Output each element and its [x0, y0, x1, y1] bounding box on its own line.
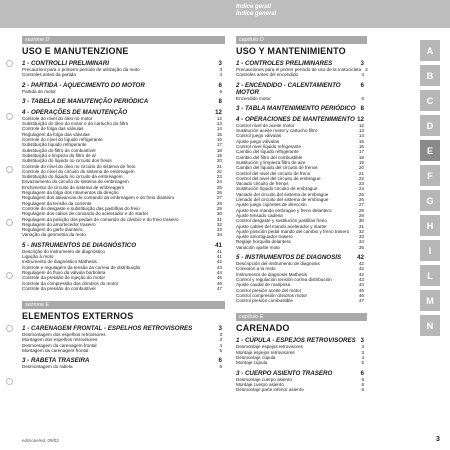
toc-entry-label: Montagem da carenagem frontal	[22, 347, 89, 353]
toc-entry-page: 14	[216, 126, 222, 132]
toc-entry-label: Desmontagem do rabeta	[22, 364, 73, 370]
toc-entry-label: Reglaje horquilla delantera	[236, 239, 291, 245]
chapter-title: 2 - ENCENDIDO - CALENTAMIENTO MOTOR	[236, 81, 341, 96]
section-tab-l[interactable]: L	[420, 265, 440, 286]
section-tab-e[interactable]: E	[420, 140, 440, 161]
toc-entry-label: Substituição do líquido no circuito dos freios	[22, 158, 112, 164]
toc-entry-page: 25	[358, 191, 364, 197]
toc-entry[interactable]	[22, 72, 222, 77]
section-tab-b[interactable]: B	[420, 65, 440, 86]
toc-entry-page: 44	[358, 282, 364, 288]
toc-entry-label: Vaciado del circuito del sistema de embrague	[236, 191, 329, 197]
toc-entry-page: 24	[216, 179, 222, 185]
chapter-title: 3 - TABELA DE MANUTENÇÃO PERIÓDICA	[22, 97, 149, 105]
toc-entry-label: Control juego válvulas	[236, 133, 282, 139]
toc-entry-page: 3	[361, 349, 364, 355]
toc-entry-label: Substituição do líquido no circuito da embreagem	[22, 174, 123, 180]
toc-entry-label: Control del nivel del circuito de freno	[236, 170, 311, 176]
section-tag: capítulo D	[236, 36, 367, 44]
toc-entry-label: Desmontagem da carenagem frontal	[22, 342, 97, 348]
toc-entry-label: Regulagem da posição dos pedais de comando do câmbio e do freio traseiro	[22, 216, 179, 222]
section-title: USO E MANUTENZIONE	[22, 46, 129, 56]
toc-entry-label: Regulagem da tensão da corrente	[22, 200, 92, 206]
toc-entry-page: 33	[216, 227, 222, 233]
toc-entry-label: Substituição do filtro do combustível	[22, 147, 96, 153]
toc-entry-page: 24	[358, 186, 364, 192]
toc-entry-label: Substituição e limpeza do filtro de ar	[22, 152, 97, 158]
toc-entry-label: Partida do motor	[22, 88, 56, 94]
toc-entry-page: 41	[216, 254, 222, 260]
toc-entry-page: 6	[361, 376, 364, 382]
chapter-heading[interactable]	[236, 337, 364, 344]
chapter-heading[interactable]	[22, 242, 222, 249]
toc-entry-page: 14	[358, 133, 364, 139]
toc-entry-page: 43	[216, 264, 222, 270]
toc-entry-page: 42	[216, 259, 222, 265]
toc-entry-label: Enchimento do circuito do sistema de embreagem	[22, 184, 125, 190]
toc-entry-page: 13	[216, 121, 222, 127]
chapter-page: 8	[218, 97, 222, 105]
section-tag: capítulo E	[236, 313, 367, 321]
section-tab-c[interactable]: C	[420, 90, 440, 111]
toc-entry-page: 31	[358, 223, 364, 229]
chapter-title: 4 - OPERACIONES DE MANTENIMIENTO	[236, 115, 355, 123]
right-column	[236, 36, 368, 393]
toc-entry-page: 3	[361, 344, 364, 350]
toc-entry-page: 5	[361, 360, 364, 366]
chapter-heading[interactable]	[236, 105, 364, 112]
chapter-title: 3 - CUERPO ASIENTO TRASERO	[236, 369, 333, 377]
toc-entry-page: 15	[216, 131, 222, 137]
chapter-page: 3	[218, 325, 222, 333]
toc-entry-page: 45	[216, 275, 222, 281]
spacer	[236, 303, 364, 313]
toc-entry-page: 30	[216, 211, 222, 217]
chapter-title: 3 - TABLA MANTENIMIENTO PERIÓDICO	[236, 104, 356, 112]
toc-entry-label: Descrição do instrumento de diagnóstico	[22, 248, 105, 254]
toc-entry-page: 45	[358, 287, 364, 293]
toc-entry-page: 35	[358, 244, 364, 250]
toc-entry-page: 6	[219, 364, 222, 370]
toc-entry-page: 6	[219, 88, 222, 94]
toc-entry-page: 25	[216, 184, 222, 190]
header-bar	[0, 0, 450, 28]
chapter-heading[interactable]	[22, 109, 222, 116]
toc-entry-label: Control y regulación tensión correa distribución	[236, 276, 332, 282]
toc-entry-page: 21	[216, 163, 222, 169]
toc-entry-label: Ajuste leva mando embrague y freno delantero	[236, 207, 332, 213]
toc-entry-page: 43	[358, 276, 364, 282]
toc-entry-label: Ajuste caudal de mariposa	[236, 282, 291, 288]
toc-entry[interactable]	[236, 72, 364, 77]
chapter-page: 3	[218, 60, 222, 67]
toc-entry-page: 34	[358, 239, 364, 245]
section-tab-f[interactable]: F	[420, 165, 440, 186]
toc-entry-label: Desmontaje cúpula	[236, 354, 276, 360]
toc-entry-page: 31	[216, 216, 222, 222]
toc-entry-page: 4	[361, 72, 364, 78]
toc-entry-page: 6	[361, 95, 364, 101]
toc-entry-label: Montagem dos espelhos retrovisores	[22, 337, 98, 343]
toc-entry[interactable]	[22, 232, 222, 237]
chapter-heading[interactable]	[22, 325, 222, 332]
toc-entry-page: 47	[216, 285, 222, 291]
chapter-page: 3	[360, 337, 364, 345]
toc-entry-label: Instrumento de diagnóstico Mathesis	[22, 259, 97, 265]
toc-entry-label: Ajuste tensado cadena	[236, 212, 283, 218]
toc-entry-label: Variación ajuste moto	[236, 244, 280, 250]
toc-entry-label: Controle da pressão do combustível	[22, 285, 96, 291]
toc-entry-page: 27	[358, 202, 364, 208]
toc-entry-page: 21	[358, 170, 364, 176]
toc-entry-label: Regulagem dos cabos de comando do acelerador e do starter	[22, 211, 149, 217]
toc-entry[interactable]	[236, 387, 364, 392]
section-title: CARENADO	[236, 323, 290, 334]
chapter-page: 6	[360, 369, 364, 377]
chapter-title: 4 - OPERAÇÕES DE MANUTENÇÃO	[22, 108, 128, 116]
toc-entry-label: Controle e regulagem da tensão da correia de distribuição	[22, 264, 141, 270]
toc-entry-label: Substituição líquido refrigerante	[22, 142, 87, 148]
chapter-page: 6	[218, 81, 222, 89]
toc-entry-label: Ajuste amortiguador trasero	[236, 234, 293, 240]
section-tab-d[interactable]: D	[420, 115, 440, 136]
binding-holes	[6, 60, 12, 431]
toc-entry-page: 47	[358, 298, 364, 304]
toc-entry[interactable]	[22, 89, 222, 94]
toc-entry-label: Controle da pressão de injeção do motor	[22, 275, 105, 281]
toc-entry-label: Ligação à moto	[22, 254, 54, 260]
section-tab-h[interactable]: H	[420, 215, 440, 236]
toc-entry-page: 4	[219, 72, 222, 78]
chapter-title: 1 - CONTROLES PRELIMINARES	[236, 60, 333, 67]
toc-entry-label: Control presión combustible	[236, 298, 293, 304]
chapter-page: 6	[360, 81, 364, 89]
toc-entry-label: Controle do nível do circuito do sistema de embreagem	[22, 168, 135, 174]
toc-entry-label: Montaje espejos retrovisores	[236, 349, 295, 355]
footer-edition: edizione/ed. 09/03	[22, 438, 59, 443]
chapter-page: 6	[218, 357, 222, 365]
section-tag: sezione E	[22, 301, 225, 309]
toc-entry-page: 20	[358, 165, 364, 171]
toc-entry-label: Ajuste juego cojinetes de dirección	[236, 202, 307, 208]
binding-hole-icon	[6, 166, 13, 173]
toc-entry[interactable]	[236, 360, 364, 365]
chapter-heading[interactable]	[22, 82, 222, 89]
toc-entry-page: 18	[216, 147, 222, 153]
toc-entry-page: 4	[361, 354, 364, 360]
toc-entry-label: Control desgaste y sustitución pastillas freno	[236, 218, 327, 224]
toc-entry-label: Llenado del circuito del sistema de embrague	[236, 197, 329, 203]
toc-entry-label: Controles antes del encendido	[236, 72, 299, 78]
toc-entry-label: Ajuste cables del mando acelerador y starter	[236, 223, 327, 229]
page-number: 3	[436, 436, 440, 443]
toc-entry-page: 6	[361, 387, 364, 393]
chapter-page: 12	[357, 115, 364, 123]
toc-entry-page: 4	[219, 342, 222, 348]
toc-entry-label: Encendido motor	[236, 95, 271, 101]
toc-entry-label: Control nivel líquido refrigerante	[236, 144, 302, 150]
header-title-es: Índice general	[236, 11, 277, 17]
toc-entry-page: 15	[358, 138, 364, 144]
chapter-title: 1 - CONTROLLI PRELIMINARI	[22, 60, 109, 67]
toc-entry-page: 33	[358, 234, 364, 240]
toc-entry-label: Montaje cuerpo asiento	[236, 381, 284, 387]
toc-entry-page: 32	[216, 221, 222, 227]
toc-entry-label: Regulagem da folga das válvulas	[22, 131, 90, 137]
toc-entry-page: 28	[358, 207, 364, 213]
toc-entry-label: Regulagem do amortecedor traseiro	[22, 221, 96, 227]
chapter-page: 41	[215, 241, 222, 249]
toc-entry-page: 12	[358, 122, 364, 128]
toc-entry-label: Esvaziamento do circuito do sistema de embreagem	[22, 179, 129, 185]
toc-entry-page: 42	[358, 261, 364, 267]
chapter-title: 3 - RABETA TRASEIRA	[22, 357, 90, 365]
toc-entry-page: 23	[358, 181, 364, 187]
toc-entry-page: 19	[358, 159, 364, 165]
toc-entry-label: Controle da compressão dos cilindros do motor	[22, 280, 119, 286]
toc-entry-page: 46	[358, 292, 364, 298]
chapter-heading[interactable]	[22, 357, 222, 364]
chapter-title: 1 - CÚPULA - ESPEJOS RETROVISORES	[236, 337, 356, 345]
toc-entry-label: Regulagem do garfo dianteiro	[22, 227, 83, 233]
toc-entry-label: Sustitución líquido circuito de embrague	[236, 186, 318, 192]
chapter-title: 5 - INSTRUMENTOS DE DIAGNÓSTICO	[22, 241, 137, 249]
toc-entry-page: 30	[358, 218, 364, 224]
toc-entry-page: 23	[216, 174, 222, 180]
toc-entry-label: Precauzioni para o primeiro período de utilização da moto	[22, 67, 140, 72]
binding-hole-icon	[6, 113, 13, 120]
chapter-heading[interactable]	[236, 116, 364, 123]
chapter-page: 3	[360, 60, 364, 67]
section-tabs	[420, 40, 440, 340]
toc-entry-page: 16	[358, 144, 364, 150]
toc-entry-page: 17	[216, 142, 222, 148]
toc-entry-label: Cambio del filtro del combustible	[236, 154, 303, 160]
chapter-heading[interactable]	[22, 60, 222, 67]
toc-entry-label: Control nivel de aceite motor	[236, 122, 295, 128]
toc-entry-page: 34	[216, 232, 222, 238]
section-tab-n[interactable]: N	[420, 315, 440, 336]
toc-entry[interactable]	[22, 348, 222, 353]
toc-entry[interactable]	[236, 96, 364, 101]
toc-entry-page: 42	[358, 266, 364, 272]
chapter-heading[interactable]	[236, 82, 364, 96]
toc-entry-label: Sustitución aceite motor y cartucho filtro	[236, 128, 318, 134]
binding-hole-icon	[6, 60, 13, 67]
binding-hole-icon	[6, 378, 13, 385]
header-titles	[236, 4, 276, 18]
toc-entry-label: Descripción del instrumento de diagnosis	[236, 261, 320, 267]
toc-entry-page: 29	[358, 212, 364, 218]
toc-entry[interactable]	[22, 364, 222, 369]
chapter-page: 42	[357, 254, 364, 262]
toc-entry-label: Control presión aceite del motor	[236, 287, 302, 293]
toc-entry-page: 22	[216, 168, 222, 174]
toc-entry-label: Controle do desgaste e substituição das pastilhas do freio	[22, 205, 140, 211]
toc-entry-page: 29	[216, 205, 222, 211]
toc-entry-page: 22	[358, 175, 364, 181]
toc-entry-label: Montaje cúpula	[236, 360, 268, 366]
toc-entry-page: 6	[361, 381, 364, 387]
toc-entry-label: Substituição do óleo do motor e do cartucho do filtro	[22, 121, 129, 127]
chapter-page: 12	[215, 108, 222, 116]
toc-entry-label: Variação da geometria da moto	[22, 232, 86, 238]
chapter-title: 5 - INSTRUMENTOS DE DIAGNOSIS	[236, 254, 342, 262]
toc-entry-page: 17	[358, 149, 364, 155]
toc-entry-label: Ajuste juego válvulas	[236, 138, 280, 144]
toc-entry-page: 16	[216, 137, 222, 143]
toc-entry-label: Controle do nível do líquido refrigerante	[22, 137, 103, 143]
toc-entry-label: Conexión a la moto	[236, 266, 276, 272]
toc-entry-page: 27	[216, 195, 222, 201]
section-tab-m[interactable]: M	[420, 290, 440, 311]
toc-entry-page: 20	[216, 158, 222, 164]
toc-entry-label: Desmontaje parte inferior asiento	[236, 387, 304, 393]
toc-entry-label: Vaciado circuito de frenos	[236, 181, 289, 187]
toc-entry-page: 3	[219, 337, 222, 343]
toc-entry-page: 26	[358, 197, 364, 203]
toc-entry[interactable]	[236, 245, 364, 250]
chapter-heading[interactable]	[236, 254, 364, 261]
section-title: USO Y MANTENIMIENTO	[236, 46, 346, 56]
toc-entry-label: Control del nivel del circuito de embrague	[236, 175, 321, 181]
toc-entry-label: Ajuste posición pedal mando del cambio y freno trasero	[236, 228, 350, 234]
chapter-heading[interactable]	[22, 98, 222, 105]
toc-entry-page: 44	[216, 269, 222, 275]
toc-entry-label: Desmontaje cuerpo asiento	[236, 376, 292, 382]
toc-entry-label: Regulagem do fluxo da válvula borboleta	[22, 269, 106, 275]
chapter-title: 1 - CARENAGEM FRONTAL - ESPELHOS RETROVISORES	[22, 325, 193, 333]
toc-entry-page: 3	[365, 67, 368, 72]
toc-entry-page: 19	[216, 152, 222, 158]
left-column	[22, 36, 222, 370]
toc-entry-page: 32	[358, 228, 364, 234]
section-tab-i[interactable]: I	[420, 240, 440, 261]
toc-entry-label: Instrumento de diagnosis Mathesis	[236, 271, 307, 277]
toc-entry-page: 13	[358, 128, 364, 134]
toc-entry-label: Control compresión cilindros motor	[236, 292, 307, 298]
toc-entry-label: Sustitución y limpieza filtro de aire	[236, 159, 306, 165]
chapter-heading[interactable]	[236, 370, 364, 377]
chapter-heading[interactable]	[236, 60, 364, 67]
toc-entry-label: Controles antes da partida	[22, 72, 76, 78]
toc-entry-page: 5	[219, 347, 222, 353]
chapter-title: 2 - PARTIDA - AQUECIMENTO DO MOTOR	[22, 81, 145, 89]
toc-entry-label: Regulagem da folga dos rolamentos da direção	[22, 190, 119, 196]
toc-entry-label: Controle do nível do óleo no circuito do sistema de freio	[22, 163, 136, 169]
toc-entry-label: Cambio del líquido del circuito de frenos	[236, 165, 318, 171]
toc-entry-page: 46	[216, 280, 222, 286]
section-tag: sezione D	[22, 36, 225, 44]
toc-entry-label: Desmontagem dos espelhos retrovisores	[22, 332, 106, 338]
toc-entry-label: Controle de folga das válvulas	[22, 126, 84, 132]
toc-entry-label: Regulagem dos alavancas de comando da embreagem e do freio dianteiro	[22, 195, 175, 201]
toc-entry-label: Precauciones para el primer período de uso de la motocicleta	[236, 67, 362, 72]
toc-entry-label: Cambio del líquido refrigerante	[236, 149, 299, 155]
binding-hole-icon	[6, 325, 13, 332]
section-tab-g[interactable]: G	[420, 190, 440, 211]
binding-hole-icon	[6, 272, 13, 279]
chapter-page: 8	[360, 104, 364, 112]
toc-entry-page: 12	[216, 115, 222, 121]
binding-hole-icon	[6, 219, 13, 226]
toc-entry-page: 41	[216, 248, 222, 254]
toc-entry-label: Controle do nível do óleo no motor	[22, 115, 93, 121]
toc-entry-page: 3	[219, 332, 222, 338]
section-title: ELEMENTOS EXTERNOS	[22, 311, 134, 322]
toc-entry-page: 18	[358, 154, 364, 160]
toc-entry-page: 26	[216, 190, 222, 196]
toc-entry-page: 28	[216, 200, 222, 206]
toc-entry-page: 3	[219, 67, 222, 72]
header-title-it: Indice gerall	[236, 4, 272, 10]
section-tab-a[interactable]: A	[420, 40, 440, 61]
toc-entry-page: 42	[358, 271, 364, 277]
toc-entry-label: Desmontaje espejos retrovisores	[236, 344, 303, 350]
spacer	[22, 291, 222, 301]
